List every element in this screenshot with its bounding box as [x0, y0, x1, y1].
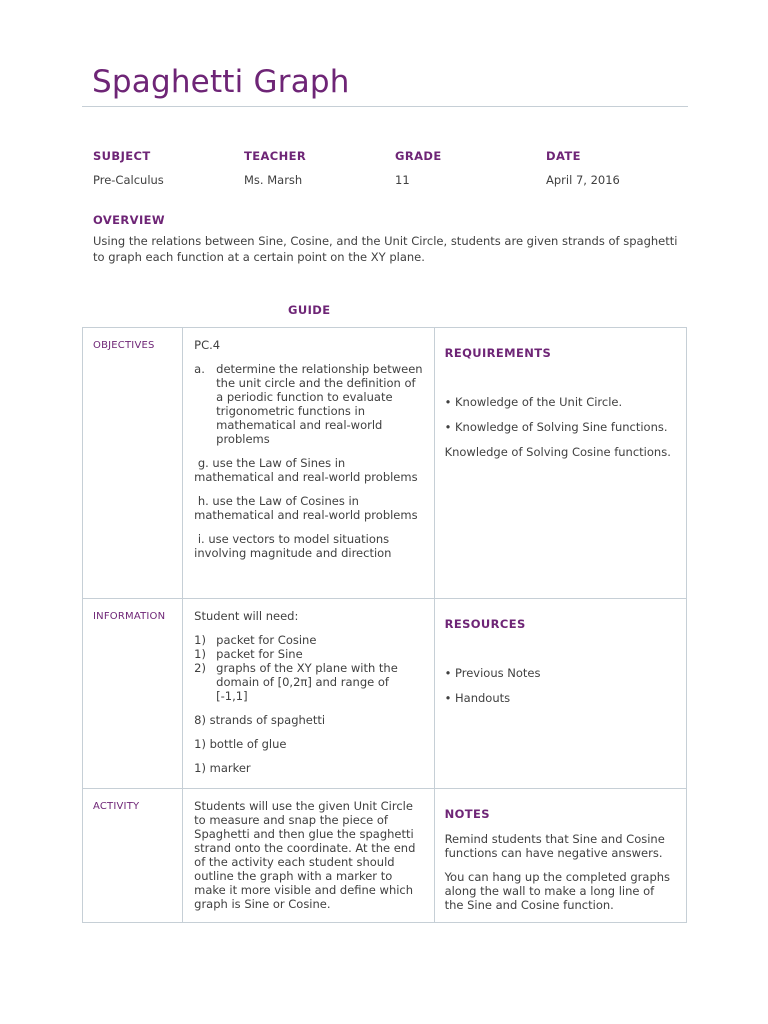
- list-marker: 1): [194, 633, 206, 647]
- list-item: [194, 633, 423, 647]
- list-item: [194, 647, 423, 661]
- objectives-row: [83, 328, 687, 599]
- objectives-label: OBJECTIVES: [93, 340, 155, 351]
- information-list: [194, 633, 423, 703]
- resource-item: • Previous Notes: [444, 666, 541, 680]
- list-marker: 2): [194, 661, 206, 675]
- resource-item: • Handouts: [444, 691, 511, 705]
- objectives-list: [194, 362, 423, 446]
- subject-value: Pre-Calculus: [93, 173, 164, 187]
- list-marker: a.: [194, 362, 205, 376]
- information-label-cell: [83, 599, 183, 789]
- objective-i: i. use vectors to model situations involving magnitude and direction: [194, 532, 393, 560]
- activity-cell: [183, 789, 434, 923]
- objective-h: h. use the Law of Cosines in mathematical and real-world problems: [194, 494, 418, 522]
- list-text: packet for Sine: [216, 647, 303, 661]
- grade-label: GRADE: [395, 149, 442, 163]
- guide-heading: GUIDE: [288, 303, 331, 317]
- list-item: [194, 362, 423, 446]
- teacher-value: Ms. Marsh: [244, 173, 303, 187]
- information-label: INFORMATION: [93, 611, 166, 622]
- information-item: 1) bottle of glue: [194, 737, 287, 751]
- page-title: Spaghetti Graph: [92, 64, 350, 100]
- information-item: 1) marker: [194, 761, 251, 775]
- requirement-item: • Knowledge of Solving Sine functions.: [444, 420, 668, 434]
- information-intro: Student will need:: [194, 609, 299, 623]
- activity-row: [83, 789, 687, 923]
- requirements-cell: [434, 328, 686, 599]
- list-marker: 1): [194, 647, 206, 661]
- subject-label: SUBJECT: [93, 149, 151, 163]
- activity-text: Students will use the given Unit Circle to measure and snap the piece of Spaghetti and then glue the spaghetti strand onto the coordinate. At the end of the activity each student should outline the graph with a marker to make it more visible and define which graph is Sine or Cosine.: [194, 799, 416, 911]
- requirement-item: • Knowledge of the Unit Circle.: [444, 395, 623, 409]
- title-divider: [82, 106, 688, 107]
- objectives-label-cell: [83, 328, 183, 599]
- list-item: [194, 661, 423, 703]
- list-text: graphs of the XY plane with the domain of [0,2π] and range of [-1,1]: [216, 661, 398, 703]
- resources-heading: RESOURCES: [444, 617, 526, 631]
- overview-heading: OVERVIEW: [93, 213, 165, 227]
- date-label: DATE: [546, 149, 581, 163]
- information-row: [83, 599, 687, 789]
- guide-table: [82, 327, 687, 923]
- activity-label-cell: [83, 789, 183, 923]
- activity-label: ACTIVITY: [93, 801, 140, 812]
- notes-cell: [434, 789, 686, 923]
- list-text: determine the relationship between the unit circle and the definition of a periodic function to evaluate trigonometric functions in mathematical and real-world problems: [216, 362, 423, 446]
- resources-cell: [434, 599, 686, 789]
- notes-heading: NOTES: [444, 807, 490, 821]
- objectives-code: PC.4: [194, 338, 221, 352]
- information-cell: [183, 599, 434, 789]
- teacher-label: TEACHER: [244, 149, 307, 163]
- notes-text: Remind students that Sine and Cosine functions can have negative answers.: [444, 832, 665, 860]
- list-text: packet for Cosine: [216, 633, 317, 647]
- notes-text: You can hang up the completed graphs along the wall to make a long line of the Sine and Cosine function.: [444, 870, 671, 912]
- requirement-item: Knowledge of Solving Cosine functions.: [444, 445, 671, 459]
- overview-text: Using the relations between Sine, Cosine, and the Unit Circle, students are given strands of spaghetti to graph each function at a certain point on the XY plane.: [93, 234, 678, 264]
- grade-value: 11: [395, 173, 410, 187]
- date-value: April 7, 2016: [546, 173, 620, 187]
- information-item: 8) strands of spaghetti: [194, 713, 326, 727]
- objectives-cell: [183, 328, 434, 599]
- requirements-heading: REQUIREMENTS: [444, 346, 552, 360]
- objective-g: g. use the Law of Sines in mathematical and real-world problems: [194, 456, 418, 484]
